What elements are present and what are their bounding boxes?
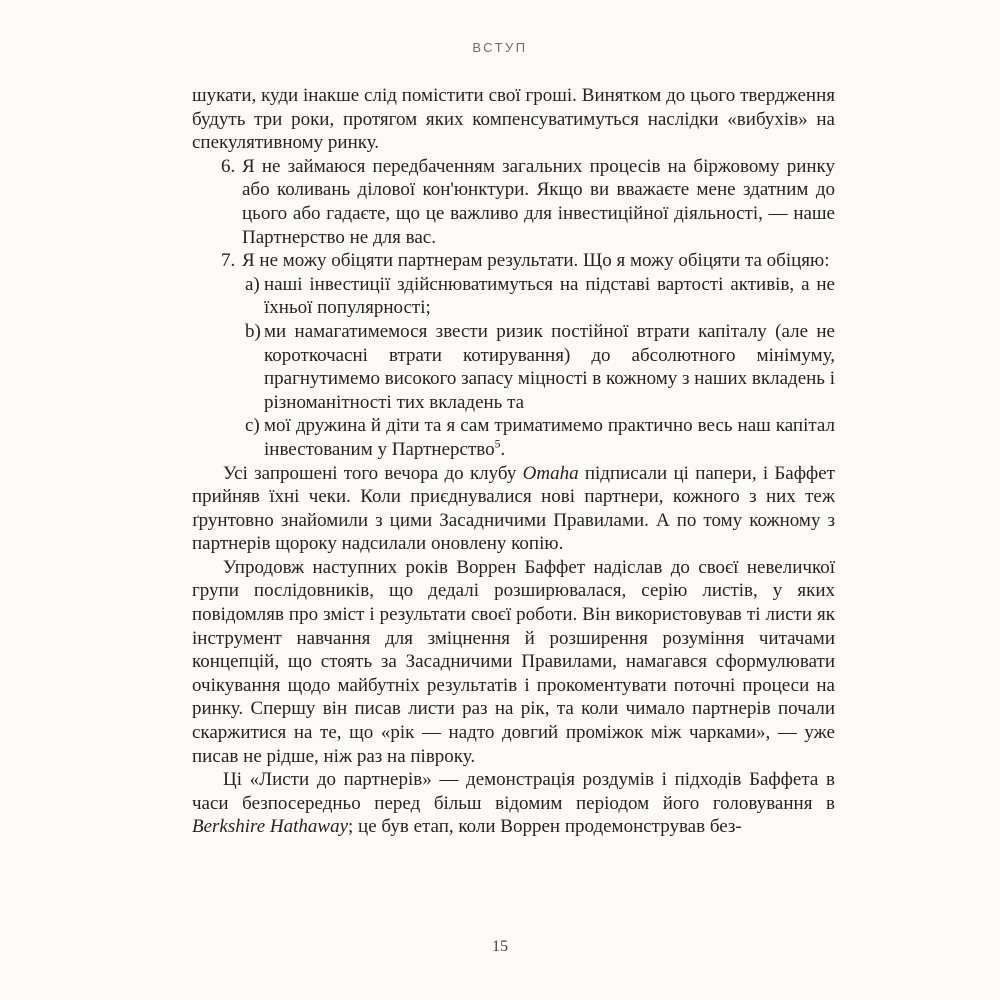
sub-item-c [192,414,835,461]
paragraph: Ці «Листи до партнерів» — демонстрація роздумів і підходів Баффета в часи безпосередньо перед більш відомим періодом його головування в Berkshire Hathaway; це був етап, коли Воррен продемонстрував без- [192,769,835,838]
sub-item-text: мої дружина й діти та я сам триматимемо практично весь наш капітал інвестованим у Партнерство$^5$. [264,415,835,460]
sub-item-text: ми намагатимемося звести ризик постійної втрати капіталу (але не короткочасні втрати котирування) до абсолютного мінімуму, прагнутимемо високого запасу міцності в кожному з наших вкладень і різноманітності тих вкладень та [264,320,835,413]
sub-item-marker: b) [245,320,261,342]
list-item-text: Я не можу обіцяти партнерам результати. Що я можу обіцяти та обіцяю: [242,250,830,272]
sub-item-marker: a) [245,273,260,295]
text-block [192,84,835,839]
paragraph: Усі запрошені того вечора до клубу Omaha підписали ці папери, і Баффет прийняв їхні чеки. Коли приєднувалися нові партнери, кожного з них теж ґрунтовно знайомили з цими Засадничими Правилами. А по тому кожному з партнерів щороку надсилали оновлену копію. [192,462,835,555]
paragraph-continuation: шукати, куди інакше слід помістити свої гроші. Винятком до цього твердження будуть три роки, протягом яких компенсуватимуться наслідки «вибухів» на спекулятивному ринку. [192,85,835,154]
sub-item-b [192,320,835,414]
list-item-7 [192,249,835,273]
sub-item-marker: c) [245,415,260,437]
sub-item-text: наші інвестиції здійснюватимуться на підставі вартості активів, а не їхньої популярності; [264,273,835,319]
paragraph: Упродовж наступних років Воррен Баффет надіслав до своєї невеличкої групи послідовників, що дедалі розширювалася, серію листів, у яких повідомляв про зміст і результати своєї роботи. Він використовував ті листи як інструмент навчання для зміцнення й розширення розуміння читачами концепцій, що стоять за Засадничими Правилами, намагався сформулювати очікування щодо майбутніх результатів і прокоментувати поточні процеси на ринку. Спершу він писав листи раз на рік, та коли чимало партнерів почали скаржитися на те, що «рік — надто довгий проміжок між чарками», — уже писав не рідше, ніж раз на півроку. [192,556,835,767]
list-item-6 [192,155,835,249]
list-item-marker: 7. [221,250,236,272]
list-item-marker: 6. [221,155,236,177]
page-number: 15 [492,938,508,955]
sub-item-a [192,273,835,320]
running-header: ВСТУП [472,40,528,55]
list-item-text: Я не займаюся передбаченням загальних процесів на біржовому ринку або коливань ділової кон'юнктури. Якщо ви вважаєте мене здатним до цього або гадаєте, що це важливо для інвестиційної діяльності, — наше Партнерство не для вас. [242,155,835,248]
